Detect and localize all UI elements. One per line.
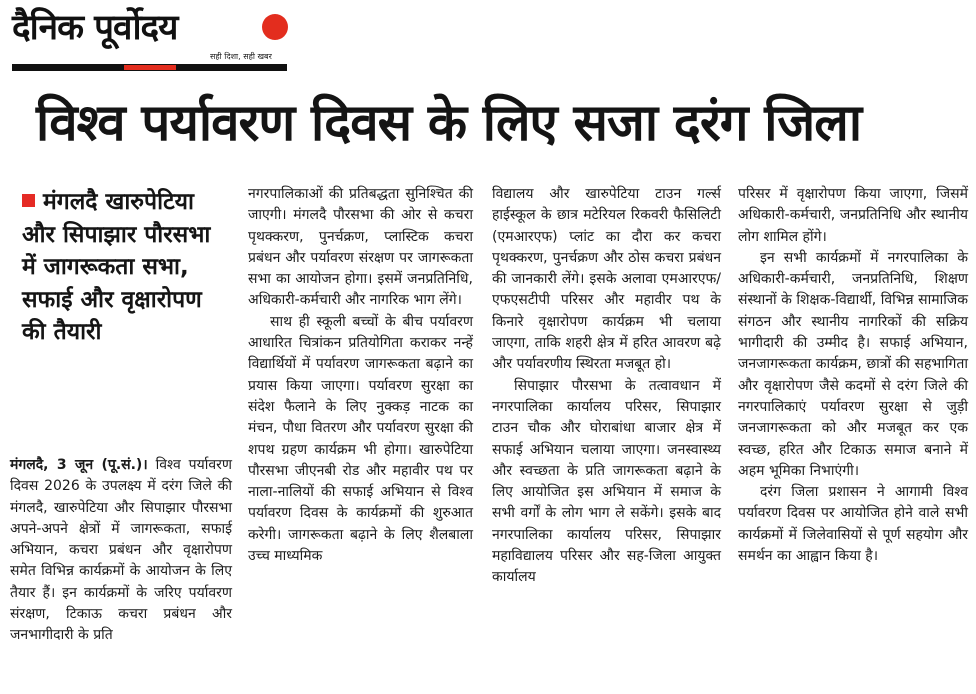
article-column-3 (492, 184, 721, 589)
newspaper-title: दैनिक पूर्वोदय (12, 8, 178, 48)
article-paragraph: परिसर में वृक्षारोपण किया जाएगा, जिसमें अधिकारी-कर्मचारी, जनप्रतिनिधि और स्थानीय लोग शामिल होंगे। (738, 186, 968, 245)
article-paragraph: नगरपालिकाओं की प्रतिबद्धता सुनिश्चित की जाएगी। मंगलदै पौरसभा की ओर से कचरा पृथक्करण, पुनर्चक्रण, प्लास्टिक कचरा प्रबंधन और पर्यावरण संरक्षण पर जागरूकता सभा का आयोजन होगा। इसमें जनप्रतिनिधि, अधिकारी-कर्मचारी और नागरिक भाग लेंगे। (248, 186, 473, 309)
newspaper-tagline: सही दिशा, सही खबर (210, 52, 272, 61)
paragraph-text: विश्व पर्यावरण दिवस 2026 के उपलक्ष्य में दरंग जिले की मंगलदै, खारुपेटिया और सिपाझार पौरसभा अपने-अपने क्षेत्रों में जागरूकता, सफाई अभियान, कचरा प्रबंधन और वृक्षारोपण समेत विभिन्न कार्यक्रमों के आयोजन के लिए तैयार हैं। इन कार्यक्रमों के जरिए पर्यावरण संरक्षण, टिकाऊ कचरा प्रबंधन और जनभागीदारी के प्रति (10, 457, 232, 644)
masthead-rule-accent (124, 65, 176, 70)
red-square-bullet-icon (22, 194, 35, 207)
article-paragraph: सिपाझार पौरसभा के तत्वावधान में नगरपालिका कार्यालय परिसर, सिपाझार टाउन चौक और घोराबांधा बाजार क्षेत्र में सफाई अभियान चलाया जाएगा। जनस्वास्थ्य और स्वच्छता के प्रति जागरूकता बढ़ाने के लिए आयोजित इस अभियान में समाज के सभी वर्गों के लोग भाग ले सकेंगे। इसके बाद नगरपालिका कार्यालय परिसर, सिपाझार महाविद्यालय परिसर और सह-जिला आयुक्त कार्यालय (492, 377, 721, 586)
article-paragraph: विद्यालय और खारुपेटिया टाउन गर्ल्स हाईस्कूल के छात्र मटेरियल रिकवरी फैसिलिटी (एमआरएफ) प्लांट का दौरा कर कचरा पृथक्करण, पुनर्चक्रण और ठोस कचरा प्रबंधन की जानकारी लेंगे। इसके अलावा एमआरएफ/एफएसटीपी परिसर और महावीर पथ के किनारे वृक्षारोपण कार्यक्रम भी चलाया जाएगा, ताकि शहरी क्षेत्र में हरित आवरण बढ़े और पर्यावरणीय स्थिरता मजबूत हो। (492, 186, 721, 373)
masthead (12, 6, 287, 74)
article-paragraph (10, 455, 232, 647)
logo-dot-icon (262, 14, 288, 40)
article-headline: विश्व पर्यावरण दिवस के लिए सजा दरंग जिला (36, 94, 862, 153)
article-dateline: मंगलदै, 3 जून (पू.सं.)। (10, 457, 148, 473)
article-subheadline (22, 186, 227, 349)
article-paragraph: इन सभी कार्यक्रमों में नगरपालिका के अधिकारी-कर्मचारी, जनप्रतिनिधि, शिक्षण संस्थानों के शिक्षक-विद्यार्थी, विभिन्न सामाजिक संगठन और स्थानीय नागरिकों की सक्रिय भागीदारी की उम्मीद है। सफाई अभियान, जनजागरूकता कार्यक्रम, छात्रों की सहभागिता और वृक्षारोपण जैसे कदमों से दरंग जिले की नगरपालिकाएं पर्यावरण सुरक्षा से जुड़ी जनजागरूकता को और मजबूत कर एक स्वच्छ, हरित और टिकाऊ समाज बनाने में अहम भूमिका निभाएंगी। (738, 249, 968, 479)
article-column-2 (248, 184, 473, 567)
article-paragraph: दरंग जिला प्रशासन ने आगामी विश्व पर्यावरण दिवस पर आयोजित होने वाले सभी कार्यक्रमों में जिलेवासियों से पूर्ण सहयोग और समर्थन का आह्वान किया है। (738, 484, 968, 565)
article-paragraph: साथ ही स्कूली बच्चों के बीच पर्यावरण आधारित चित्रांकन प्रतियोगिता कराकर नन्हें विद्यार्थियों में पर्यावरण जागरूकता बढ़ाने का प्रयास किया जाएगा। पर्यावरण सुरक्षा का संदेश फैलाने के लिए नुक्कड़ नाटक का मंचन, पौधा वितरण और पर्यावरण सुरक्षा की शपथ ग्रहण कार्यक्रम भी होगा। खारुपेटिया पौरसभा जीएनबी रोड और महावीर पथ पर नाला-नालियों की सफाई अभियान से विश्व पर्यावरण दिवस के कार्यक्रमों की शुरुआत करेगी। जागरूकता बढ़ाने के लिए शैलबाला उच्च माध्यमिक (248, 313, 473, 565)
article-column-1 (10, 455, 232, 647)
article-column-4 (738, 184, 968, 567)
subheadline-text: मंगलदै खारुपेटिया और सिपाझार पौरसभा में जागरूकता सभा, सफाई और वृक्षारोपण की तैयारी (22, 189, 211, 345)
